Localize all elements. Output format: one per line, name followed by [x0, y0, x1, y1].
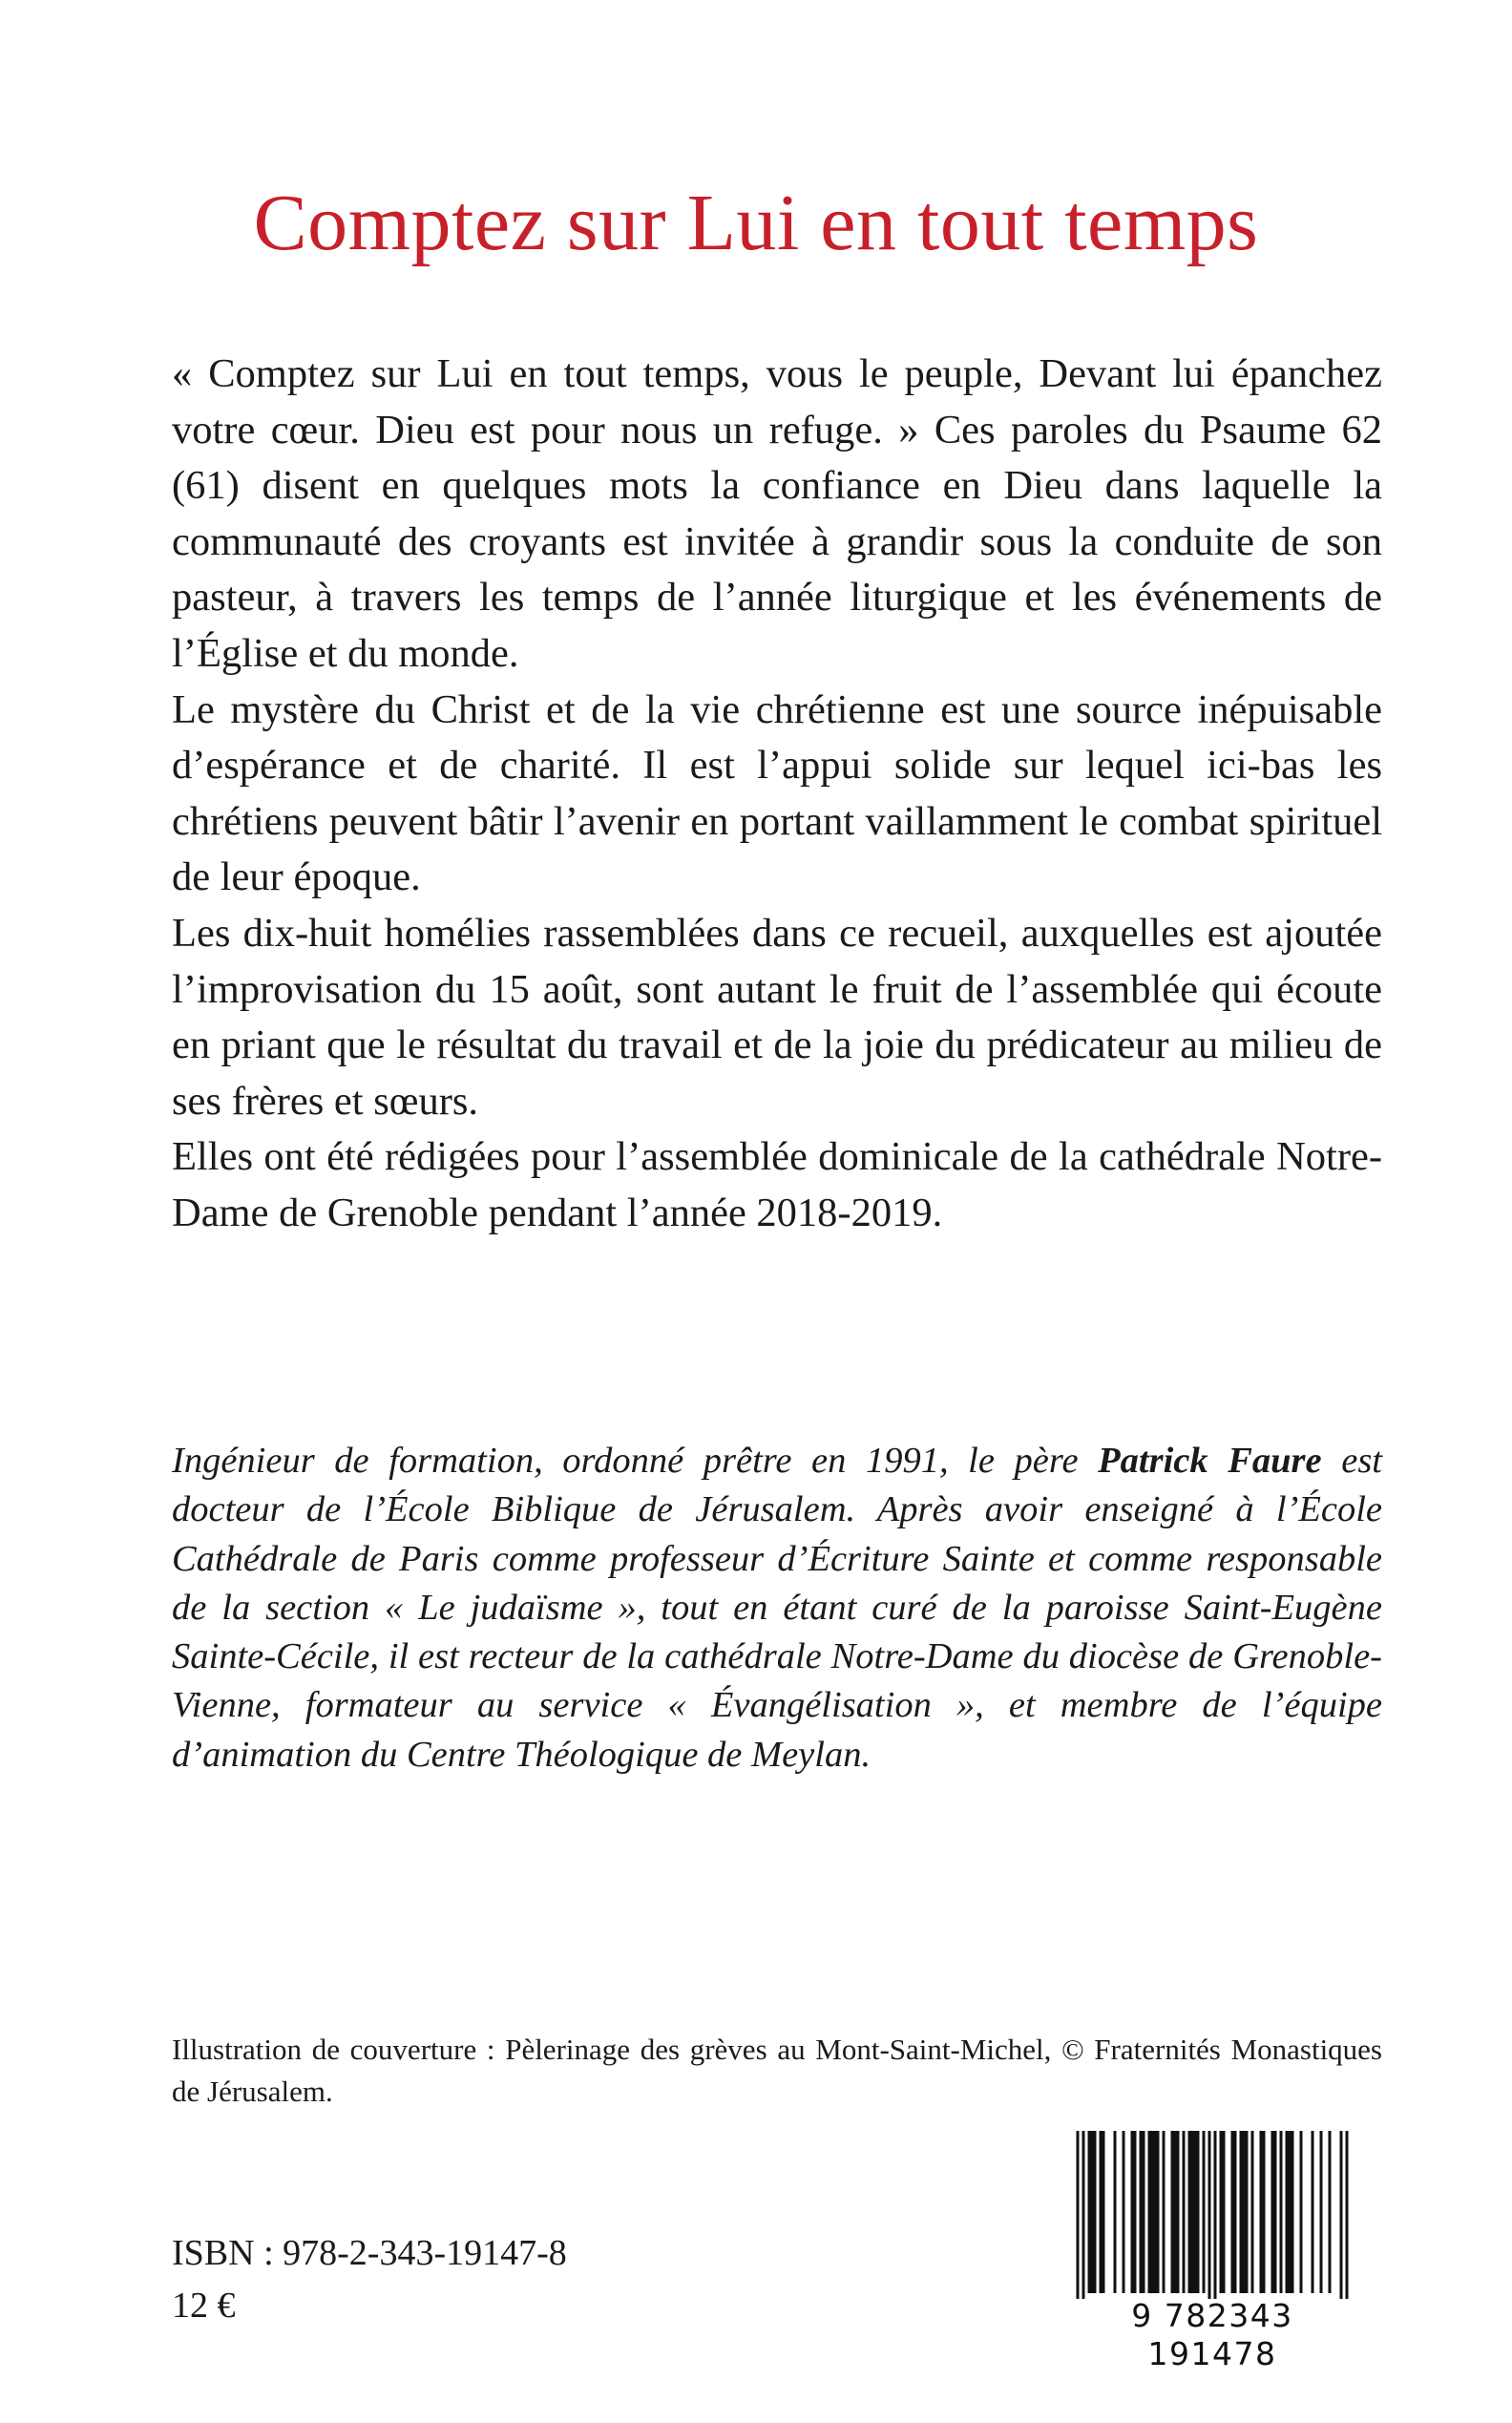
price: 12 € — [172, 2286, 236, 2326]
barcode-bar — [1220, 2131, 1223, 2293]
barcode-bar — [1289, 2131, 1292, 2293]
barcode-bar — [1148, 2131, 1151, 2293]
barcode-guard-bar — [1346, 2131, 1349, 2299]
barcode-guard-bar — [1082, 2131, 1085, 2299]
barcode-bar — [1134, 2131, 1137, 2293]
barcode-bar — [1131, 2131, 1134, 2293]
barcode-guard-bar — [1340, 2131, 1343, 2299]
barcode-digits: 9 782343 191478 — [1131, 2297, 1293, 2372]
blurb-paragraph-4: Elles ont été rédigées pour l’assemblée dominicale de la cathédrale Notre-Dame de Grenoble pendant l’année 2018-2019. — [172, 1134, 1382, 1235]
author-bio-body: est docteur de l’École Biblique de Jérusalem. Après avoir enseigné à l’École Cathédrale de Paris comme professeur d’Écriture Sainte et comme responsable de la section « Le judaïsme », tout en étant curé de la paroisse Saint-Eugène Sainte-Cécile, il est recteur de la cathédrale Notre-Dame du diocèse de Grenoble-Vienne, formateur au service « Évangélisation », et membre de l’équipe d’animation du Centre Théologique de Meylan. — [172, 1441, 1383, 1775]
barcode-bar — [1157, 2131, 1160, 2293]
barcode-bar — [1274, 2131, 1277, 2293]
barcode-bar — [1191, 2131, 1194, 2293]
barcode-bar — [1231, 2131, 1234, 2293]
blurb-paragraph-3: Les dix-huit homélies rassemblées dans ce recueil, auxquelles est ajoutée l’improvisation du 15 août, sont autant le fruit de l’assemblée qui écoute en priant que le résultat du travail et de la joie du prédicateur au milieu de ses frères et sœurs. — [172, 910, 1382, 1124]
barcode-bar — [1100, 2131, 1102, 2293]
barcode-bar — [1271, 2131, 1274, 2293]
barcode-bar — [1194, 2131, 1197, 2293]
barcode-bar — [1197, 2131, 1200, 2293]
barcode-bar — [1280, 2131, 1283, 2293]
barcode-bar — [1251, 2131, 1254, 2293]
barcode-bar — [1174, 2131, 1177, 2293]
barcode-bars — [1061, 2131, 1363, 2299]
barcode-bar — [1154, 2131, 1157, 2293]
barcode-bar — [1240, 2131, 1243, 2293]
barcode-bar — [1286, 2131, 1289, 2293]
barcode-bar — [1151, 2131, 1154, 2293]
barcode-bar — [1223, 2131, 1226, 2293]
blurb-paragraph-2: Le mystère du Christ et de la vie chrétienne est une source inépuisable d’espérance et de charité. Il est l’appui solide sur lequel ici-bas les chrétiens peuvent bâtir l’avenir en portant vaillamment le combat spirituel de leur époque. — [172, 686, 1382, 900]
barcode-bar — [1094, 2131, 1097, 2293]
author-bio — [172, 1437, 1382, 1780]
book-title: Comptez sur Lui en tout temps — [253, 179, 1259, 268]
barcode-guard-bar — [1208, 2131, 1211, 2299]
barcode-bar — [1246, 2131, 1249, 2293]
barcode-bar — [1260, 2131, 1263, 2293]
barcode-bar — [1263, 2131, 1266, 2293]
barcode-bar — [1123, 2131, 1125, 2293]
barcode-bar — [1329, 2131, 1332, 2293]
barcode-bar — [1102, 2131, 1105, 2293]
barcode-bar — [1320, 2131, 1323, 2293]
barcode-bar — [1091, 2131, 1094, 2293]
author-name: Patrick Faure — [1098, 1441, 1322, 1481]
barcode-bar — [1312, 2131, 1314, 2293]
barcode-guard-bar — [1077, 2131, 1080, 2299]
isbn: ISBN : 978-2-343-19147-8 — [172, 2233, 567, 2273]
barcode-bar — [1292, 2131, 1294, 2293]
barcode-bar — [1088, 2131, 1091, 2293]
barcode-bar — [1183, 2131, 1186, 2293]
barcode-bar — [1114, 2131, 1117, 2293]
barcode-bar — [1234, 2131, 1237, 2293]
blurb-paragraph-1: « Comptez sur Lui en tout temps, vous le peuple, Devant lui épanchez votre cœur. Dieu est pour nous un refuge. » Ces paroles du Psaume 62 (61) disent en quelques mots la confiance en Dieu dans laquelle la communauté des croyants est invitée à grandir sous la conduite de son pasteur, à travers les temps de l’année liturgique et les événements de l’Église et du monde. — [172, 351, 1382, 676]
barcode-bar — [1143, 2131, 1145, 2293]
barcode-guard-bar — [1214, 2131, 1217, 2299]
barcode-bar — [1177, 2131, 1180, 2293]
cover-credit: Illustration de couverture : Pèlerinage des grèves au Mont-Saint-Michel, © Fraternités Monastiques de Jérusalem. — [172, 2033, 1382, 2108]
barcode-bar — [1203, 2131, 1206, 2293]
barcode-bar — [1140, 2131, 1143, 2293]
barcode-bar — [1188, 2131, 1191, 2293]
barcode-bar — [1243, 2131, 1246, 2293]
author-bio-intro: Ingénieur de formation, ordonné prêtre en 1991, le père — [172, 1441, 1099, 1481]
barcode — [1061, 2131, 1363, 2372]
barcode-bar — [1171, 2131, 1174, 2293]
barcode-bar — [1300, 2131, 1303, 2293]
barcode-bar — [1163, 2131, 1166, 2293]
blurb — [172, 347, 1382, 1242]
